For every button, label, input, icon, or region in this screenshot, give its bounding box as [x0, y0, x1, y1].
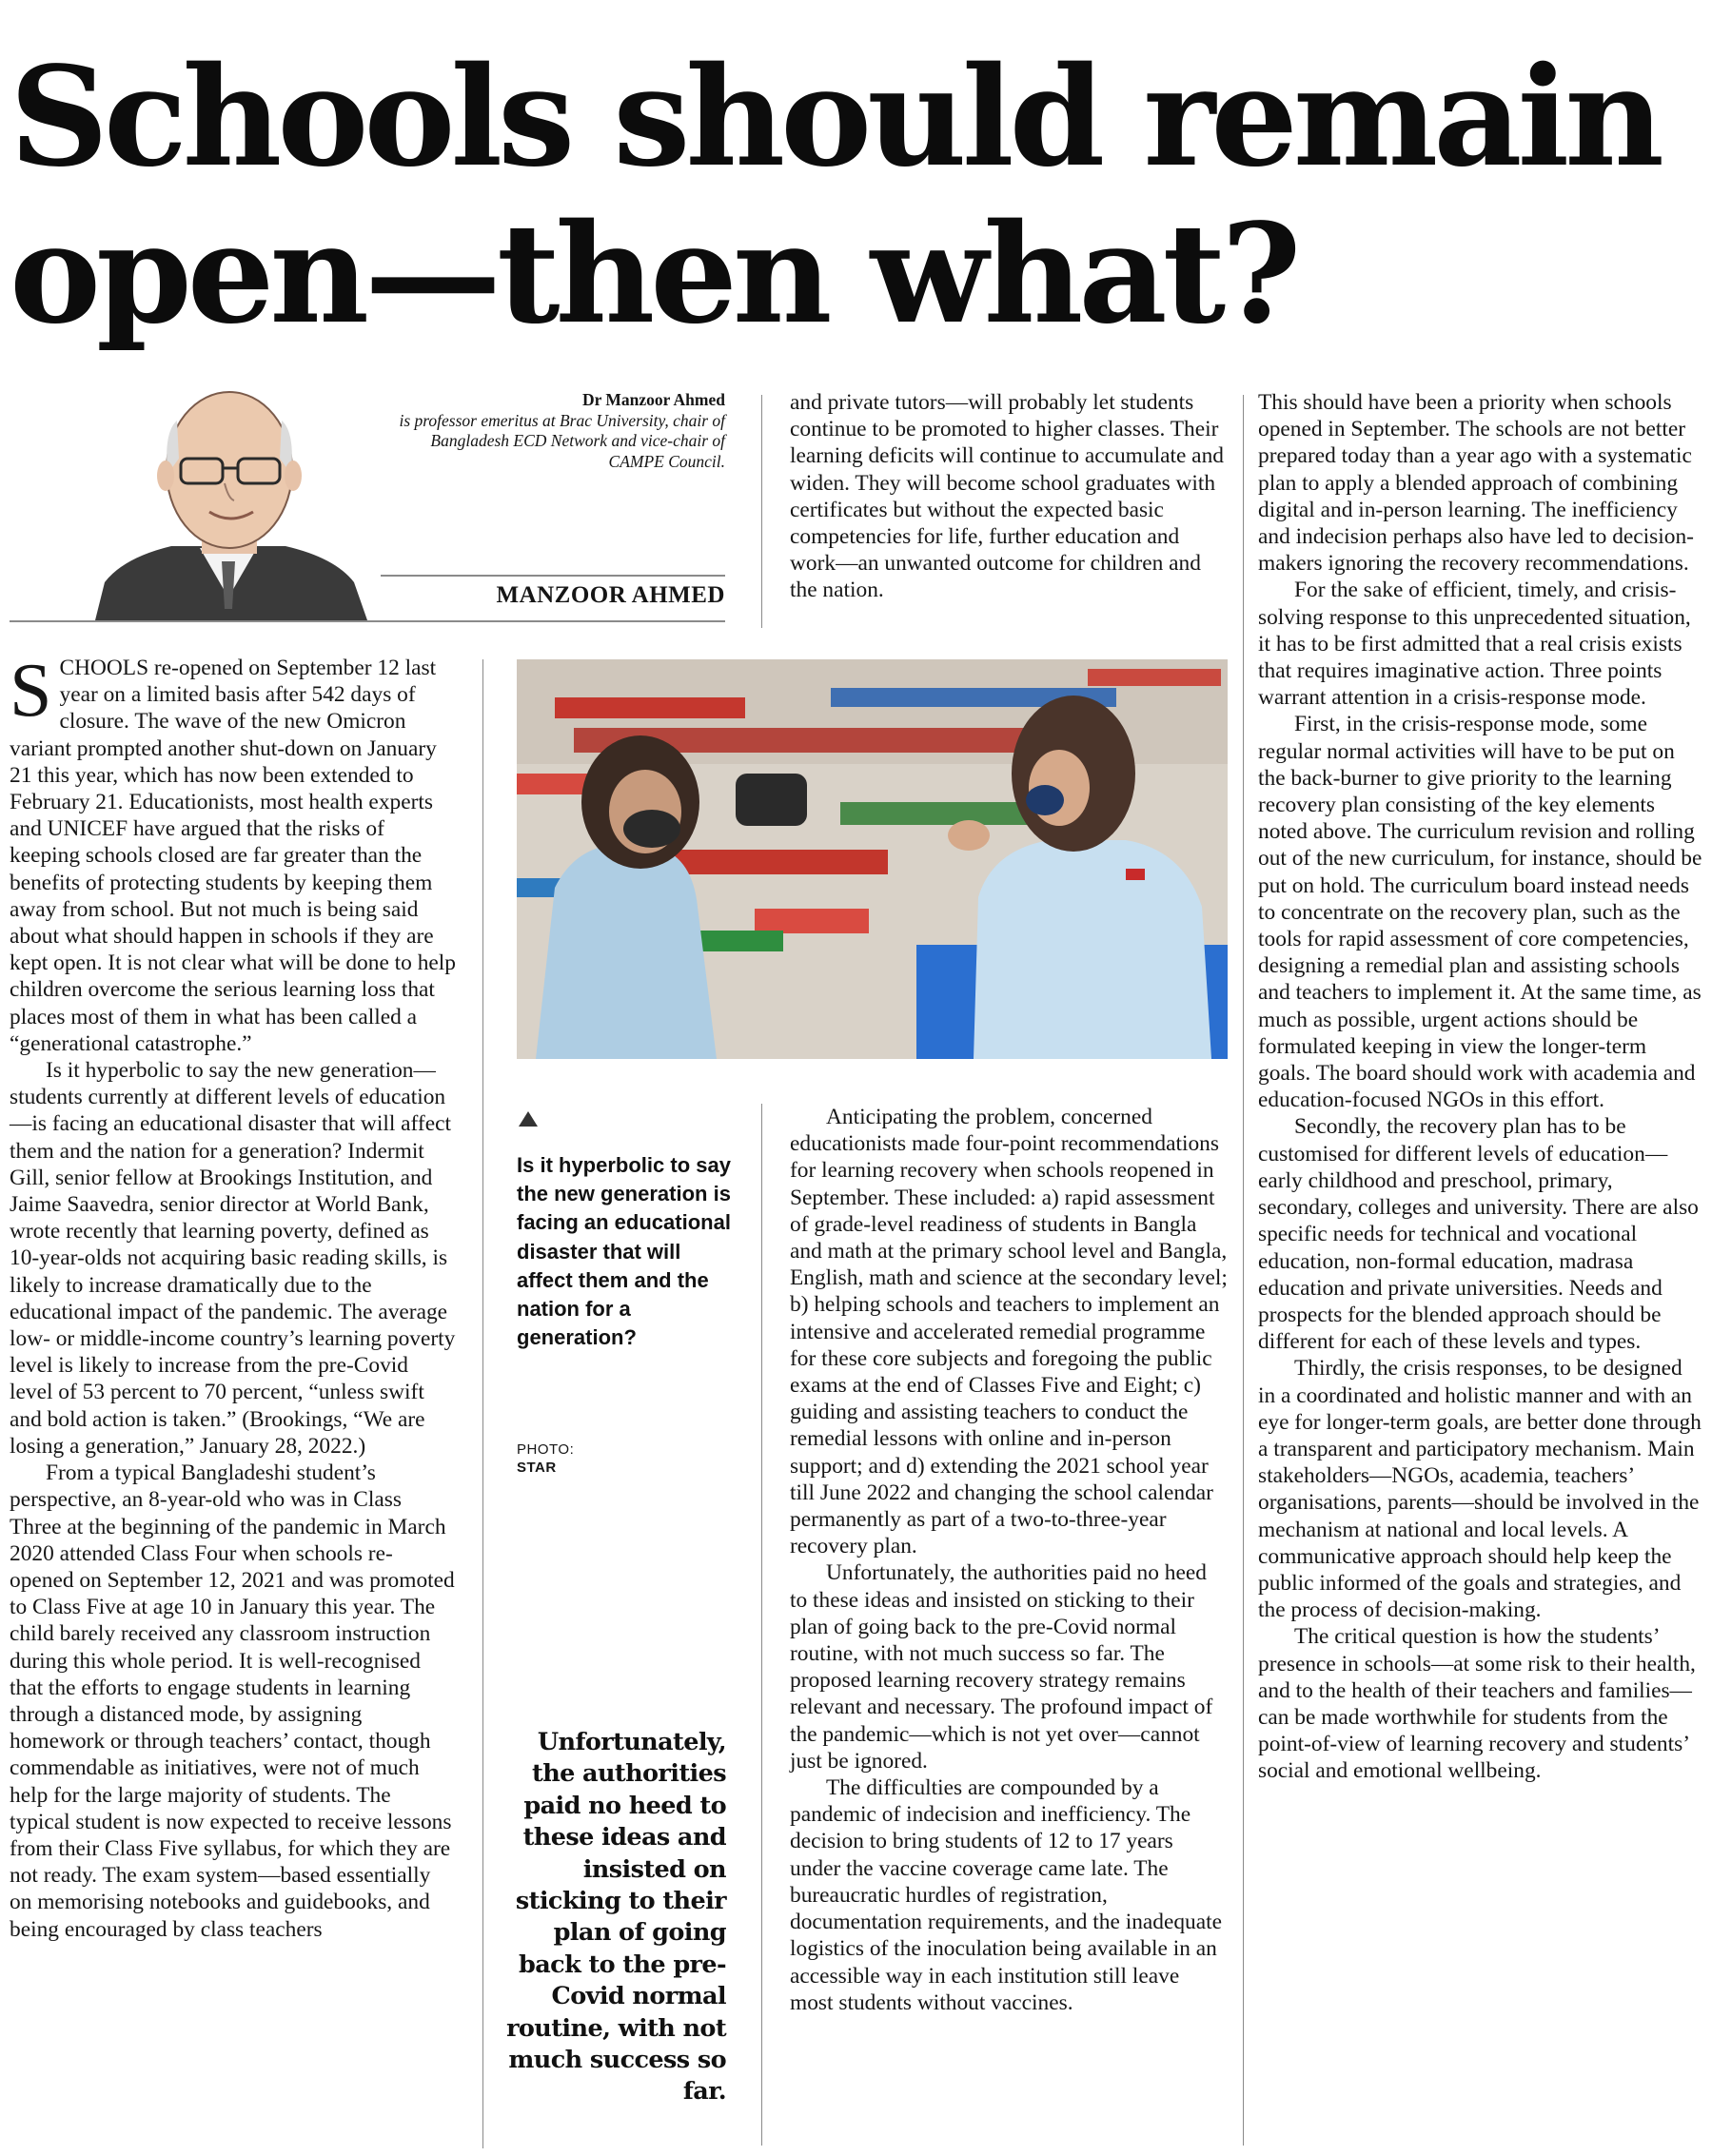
portrait-bottom-rule: [10, 620, 725, 622]
pull-quote: Unfortunately, the authorities paid no heed to these ideas and insisted on sticking to their plan of going back to the pre-Covid normal routine, with not much success so far.: [506, 1728, 726, 2107]
photo-caption: Is it hyperbolic to say the new generation is facing an educational disaster that will affect them and the nation for a generation?: [517, 1153, 731, 1350]
classroom-photo: [517, 659, 1228, 1059]
photo-credit-source: STAR: [517, 1460, 557, 1476]
column-rule-top: [761, 395, 762, 628]
drop-cap: S: [10, 649, 52, 733]
column-rule-1: [482, 659, 483, 2148]
article-column-3: [1258, 389, 1703, 1785]
column-3-paragraph-3: First, in the crisis-response mode, some regular normal activities will have to be put on the back-burner to give priority to the learning recovery plan consisting of the key elements noted above. The curriculum revision and rolling out of the new curriculum, for instance, should be put on hold. The curriculum board instead needs to concentrate on the recovery plan, such as the tools for rapid assessment of core competencies, designing a remedial plan and assisting schools and teachers to implement it. At the same time, as much as possible, urgent actions should be formulated keeping in view the longer-term goals. The board should work with academia and education-focused NGOs in this effort.: [1258, 712, 1702, 1113]
column-2-paragraph-1: Anticipating the problem, concerned educationists made four-point recommendations for learning recovery when schools reopened in September. These included: a) rapid assessment of grade-level readiness of students in Bangla and math at the primary school level and Bangla, English, math and science at the secondary level; b) helping schools and teachers to implement an intensive and accelerated remedial programme for these core subjects and foregoing the public exams at the end of Classes Five and Eight; c) guiding and assisting teachers to conduct the remedial lessons with online and in-person support; and d) extending the 2021 school year till June 2022 and changing the school calendar permanently as part of a two-to-three-year recovery plan.: [790, 1105, 1228, 1559]
column-rule-3: [1243, 395, 1244, 2146]
author-description: is professor emeritus at Brac University, chair of Bangladesh ECD Network and vice-chair of CAMPE Council.: [399, 410, 725, 471]
article-column-2-top: [790, 389, 1228, 604]
column-3-paragraph-4: Secondly, the recovery plan has to be customised for different levels of education—early childhood and preschool, primary, secondary, colleges and university. There are also specific needs for technical and vocational education, non-formal education, madrasa education and private universities. Needs and prospects for the blended approach should be different for each of these levels and types.: [1258, 1114, 1699, 1355]
column-3-paragraph-5: Thirdly, the crisis responses, to be designed in a coordinated and holistic manner and with an eye for longer-term goals, are better done through a transparent and participatory mechanism. Main stakeholders—NGOs, academia, teachers’ organisations, parents—should be involved in the mechanism at national and local levels. A communicative approach should help keep the public informed of the goals and strategies, and the process of decision-making.: [1258, 1356, 1702, 1623]
column-rule-2: [761, 1104, 762, 2146]
author-bio: [381, 390, 725, 472]
author-portrait: [86, 371, 371, 620]
byline: MANZOOR AHMED: [496, 582, 725, 608]
photo-credit-label: PHOTO:: [517, 1441, 575, 1458]
column-3-paragraph-6: The critical question is how the students’ presence in schools—at some risk to their health, and to the health of their teachers and families—can be made worthwhile for students from the point-of-view of learning recovery and students’ social and emotional wellbeing.: [1258, 1624, 1696, 1784]
column-1-paragraph-3: From a typical Bangladeshi student’s perspective, an 8-year-old who was in Class Three at the beginning of the pandemic in March 2020 attended Class Four when schools re-opened on September 12, 2021 and was promoted to Class Five at age 10 in January this year. The child barely received any classroom instruction during this whole period. It is well-recognised that the efforts to engage students in learning through a distanced mode, by assigning homework or through teachers’ contact, though commendable as initiatives, were not of much help for the large majority of students. The typical student is now expected to receive lessons from their Class Five syllabus, for which they are not ready. The exam system—based essentially on memorising notebooks and guidebooks, and being encouraged by class teachers: [10, 1460, 455, 1942]
article-column-1: [10, 649, 457, 1943]
column-3-paragraph-2: For the sake of efficient, timely, and crisis-solving response to this unprecedented situation, it has to be first admitted that a real crisis exists that requires imaginative action. Three points warrant attention in a crisis-response mode.: [1258, 578, 1691, 711]
caption-arrow-icon: [517, 1109, 540, 1128]
headline-line-2: open—then what?: [10, 193, 1297, 354]
column-3-paragraph-1: This should have been a priority when schools opened in September. The schools are not better prepared today than a year ago with a systematic plan to apply a blended approach of combining digital and in-person learning. The inefficiency and indecision perhaps also have led to decision-makers ignoring the recovery recommendations.: [1258, 390, 1694, 577]
column-2-paragraph-2: Unfortunately, the authorities paid no heed to these ideas and insisted on sticking to their plan of going back to the pre-Covid normal routine, with not much success so far. The proposed learning recovery strategy remains relevant and necessary. The profound impact of the pandemic—which is not yet over—cannot just be ignored.: [790, 1560, 1213, 1774]
column-2-top-paragraph: and private tutors—will probably let students continue to be promoted to higher classes. Their learning deficits will continue to accumulate and widen. They will become school graduates with certificates but without the expected basic competencies for life, further education and work—an unwanted outcome for children and the nation.: [790, 390, 1224, 603]
column-1-paragraph-2: Is it hyperbolic to say the new generation—students currently at different levels of education—is facing an educational disaster that will affect them and the nation for a generation? Indermit Gill, senior fellow at Brookings Institution, and Jaime Saavedra, senior director at World Bank, wrote recently that learning poverty, defined as 10-year-olds not acquiring basic reading skills, is likely to increase dramatically due to the educational impact of the pandemic. The average low- or middle-income country’s learning poverty level is likely to increase from the pre-Covid level of 53 percent to 70 percent, “unless swift and bold action is taken.” (Brookings, “We are losing a generation,” January 28, 2022.): [10, 1058, 456, 1459]
photo-credit: [517, 1441, 574, 1477]
author-name: Dr Manzoor Ahmed: [581, 390, 725, 409]
column-1-paragraph-1: SCHOOLS re-opened on September 12 last year on a limited basis after 542 days of closure. The wave of the new Omicron variant prompted another shut-down on January 21 this year, which has now been extended to February 21. Educationists, most health experts and UNICEF have argued that the risks of keeping schools closed are far greater than the benefits of protecting students by keeping them away from school. But not much is being said about what should happen in schools if they are kept open. It is not clear what will be done to help children overcome the serious learning loss that places most of them in what has been called a “generational catastrophe.”: [10, 649, 456, 1056]
article-column-2: [790, 1104, 1228, 2016]
column-2-paragraph-3: The difficulties are compounded by a pandemic of indecision and inefficiency. The decision to bring students of 12 to 17 years under the vaccine coverage came late. The bureaucratic hurdles of registration, documentation requirements, and the inadequate logistics of the inoculation being available in an accessible way in each institution still leave most students without vaccines.: [790, 1775, 1223, 2015]
byline-rule: [381, 575, 725, 577]
headline-line-1: Schools should remain: [10, 36, 1660, 197]
headline: [10, 38, 1703, 352]
